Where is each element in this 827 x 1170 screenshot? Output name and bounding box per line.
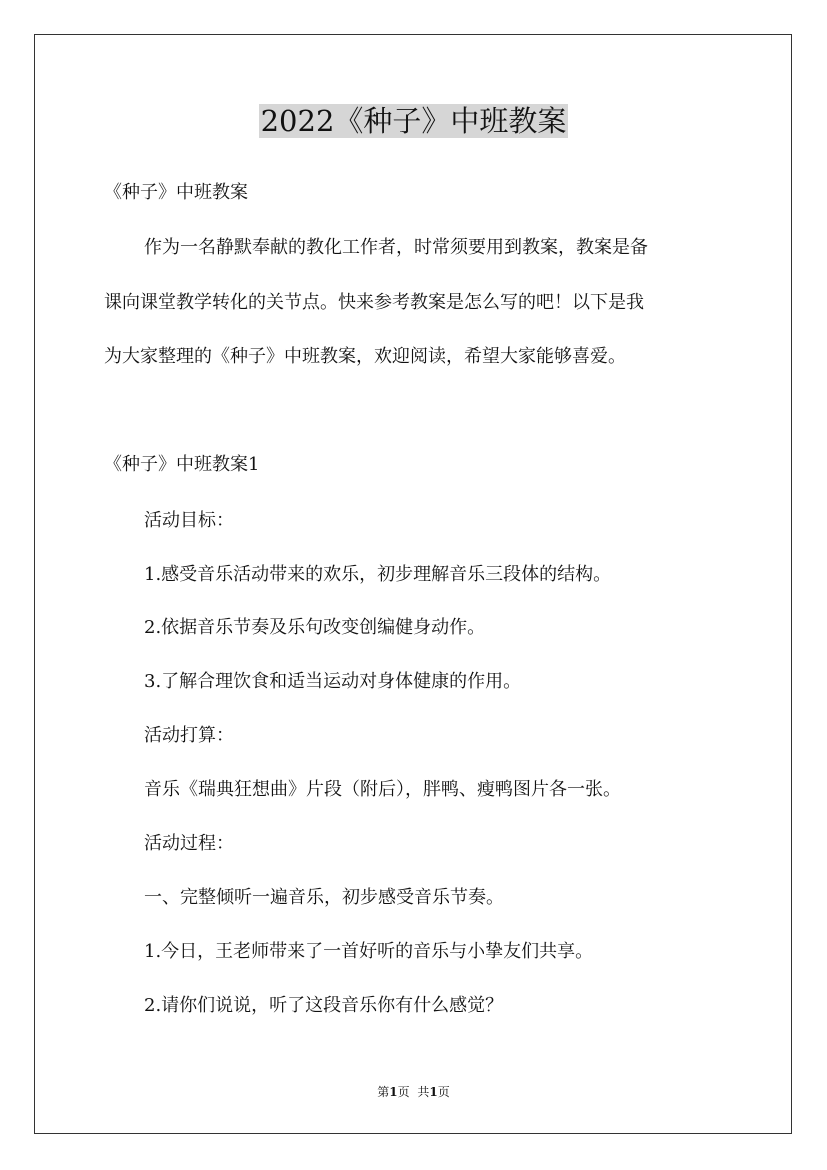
paragraph-goal-1: 1.感受音乐活动带来的欢乐，初步理解音乐三段体的结构。 xyxy=(144,564,612,585)
footer-page-number: 1 xyxy=(389,1085,398,1099)
footer-page-suffix: 页 xyxy=(397,1085,410,1099)
intro-line-3: 为大家整理的《种子》中班教案，欢迎阅读，希望大家能够喜爱。 xyxy=(104,346,626,367)
footer-total-prefix: 共 xyxy=(417,1085,430,1099)
document-title: 2022《种子》中班教案 xyxy=(260,104,567,138)
intro-line-1: 作为一名静默奉献的教化工作者，时常须要用到教案，教案是备 xyxy=(144,237,648,258)
footer-total-number: 1 xyxy=(429,1085,438,1099)
paragraph-process-step-1: 一、完整倾听一遍音乐，初步感受音乐节奏。 xyxy=(144,887,504,908)
footer-total-suffix: 页 xyxy=(437,1085,450,1099)
paragraph-activity-goal: 活动目标： xyxy=(144,510,234,531)
document-subtitle: 《种子》中班教案 xyxy=(104,182,248,203)
paragraph-goal-3: 3.了解合理饮食和适当运动对身体健康的作用。 xyxy=(144,671,522,692)
paragraph-process-1-2: 2.请你们说说，听了这段音乐你有什么感觉？ xyxy=(144,995,504,1016)
paragraph-activity-prep: 活动打算： xyxy=(144,725,234,746)
paragraph-prep-materials: 音乐《瑞典狂想曲》片段（附后），胖鸭、瘦鸭图片各一张。 xyxy=(144,779,621,800)
paragraph-process-1-1: 1.今日，王老师带来了一首好听的音乐与小挚友们共享。 xyxy=(144,941,594,962)
intro-line-2: 课向课堂教学转化的关节点。快来参考教案是怎么写的吧！以下是我 xyxy=(104,292,644,313)
section-heading: 《种子》中班教案1 xyxy=(104,454,260,475)
page-footer xyxy=(0,1084,827,1100)
paragraph-activity-process: 活动过程： xyxy=(144,833,234,854)
paragraph-goal-2: 2.依据音乐节奏及乐句改变创编健身动作。 xyxy=(144,617,486,638)
footer-page-prefix: 第 xyxy=(377,1085,390,1099)
